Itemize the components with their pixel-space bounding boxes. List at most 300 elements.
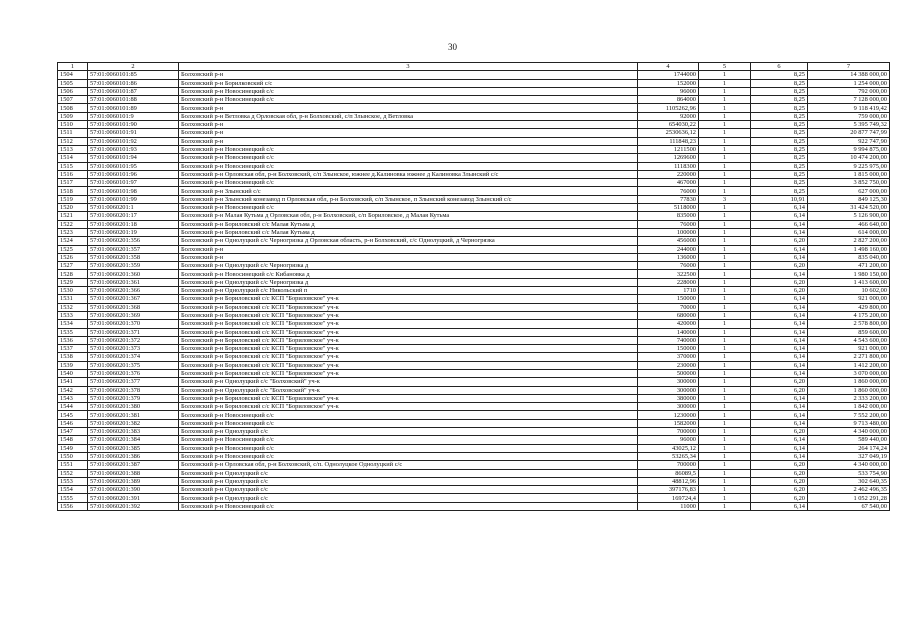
address-cell: Болховский р-н bbox=[179, 245, 638, 253]
row-number-cell: 1509 bbox=[58, 112, 88, 120]
rate-cell: 6,14 bbox=[751, 403, 808, 411]
address-cell: Болховский р-н Новосинецкий с/с bbox=[179, 145, 638, 153]
row-number-cell: 1522 bbox=[58, 220, 88, 228]
address-cell: Болховский р-н Новосинецкий с/с bbox=[179, 96, 638, 104]
cadastral-value-cell: 922 747,90 bbox=[808, 137, 890, 145]
table-row bbox=[58, 452, 890, 460]
area-cell: 2530636,12 bbox=[638, 129, 699, 137]
table-row bbox=[58, 287, 890, 295]
address-cell: Болховский р-н Новосинецкий с/с bbox=[179, 419, 638, 427]
table-row bbox=[58, 179, 890, 187]
row-number-cell: 1548 bbox=[58, 436, 88, 444]
table-row bbox=[58, 469, 890, 477]
table-row bbox=[58, 345, 890, 353]
address-cell: Болховский р-н Бориловский с/с КСП "Бориловское" уч-к bbox=[179, 353, 638, 361]
area-cell: 1118300 bbox=[638, 162, 699, 170]
address-cell: Болховский р-н Бориловский с/с КСП "Бориловское" уч-к bbox=[179, 311, 638, 319]
cadastral-number-cell: 57:01:0060201:19 bbox=[88, 228, 179, 236]
cadastral-number-cell: 57:01:0060201:374 bbox=[88, 353, 179, 361]
rate-cell: 6,14 bbox=[751, 204, 808, 212]
rate-cell: 6,20 bbox=[751, 494, 808, 502]
cadastral-value-cell: 327 049,19 bbox=[808, 452, 890, 460]
cadastral-number-cell: 57:01:0060201:375 bbox=[88, 361, 179, 369]
rate-cell: 6,20 bbox=[751, 461, 808, 469]
address-cell: Болховский р-н Бориловский с/с КСП "Бориловское" уч-к bbox=[179, 403, 638, 411]
row-number-cell: 1511 bbox=[58, 129, 88, 137]
cadastral-number-cell: 57:01:0060201:377 bbox=[88, 378, 179, 386]
row-number-cell: 1517 bbox=[58, 179, 88, 187]
table-row bbox=[58, 320, 890, 328]
area-cell: 150000 bbox=[638, 345, 699, 353]
category-cell: 1 bbox=[699, 154, 751, 162]
area-cell: 500000 bbox=[638, 369, 699, 377]
address-cell: Болховский р-н Новосинецкий с/с bbox=[179, 444, 638, 452]
table-row bbox=[58, 303, 890, 311]
address-cell: Болховский р-н Однолуцкий с/с bbox=[179, 477, 638, 485]
address-cell: Болховский р-н Однолуцкий с/с bbox=[179, 469, 638, 477]
area-cell: 150000 bbox=[638, 295, 699, 303]
table-row bbox=[58, 486, 890, 494]
table-row bbox=[58, 295, 890, 303]
rate-cell: 6,20 bbox=[751, 469, 808, 477]
cadastral-value-cell: 20 877 747,99 bbox=[808, 129, 890, 137]
rate-cell: 8,25 bbox=[751, 87, 808, 95]
area-cell: 152000 bbox=[638, 79, 699, 87]
cadastral-number-cell: 57:01:0060201:17 bbox=[88, 212, 179, 220]
area-cell: 1211500 bbox=[638, 145, 699, 153]
area-cell: 467000 bbox=[638, 179, 699, 187]
area-cell: 1582000 bbox=[638, 419, 699, 427]
address-cell: Болховский р-н Однолуцкий с/с Черногрязка д bbox=[179, 278, 638, 286]
address-cell: Болховский р-н Однолуцкий с/с Никольский п bbox=[179, 287, 638, 295]
category-cell: 1 bbox=[699, 328, 751, 336]
address-cell: Болховский р-н Бориловский с/с КСП "Бориловское" уч-к bbox=[179, 328, 638, 336]
row-number-cell: 1526 bbox=[58, 253, 88, 261]
rate-cell: 6,14 bbox=[751, 345, 808, 353]
cadastral-value-cell: 533 754,90 bbox=[808, 469, 890, 477]
row-number-cell: 1550 bbox=[58, 452, 88, 460]
column-header-1: 1 bbox=[58, 63, 88, 71]
cadastral-number-cell: 57:01:0060101:89 bbox=[88, 104, 179, 112]
cadastral-value-cell: 849 125,30 bbox=[808, 195, 890, 203]
address-cell: Болховский р-н Новосинецкий с/с bbox=[179, 179, 638, 187]
table-row bbox=[58, 411, 890, 419]
rate-cell: 6,14 bbox=[751, 295, 808, 303]
category-cell: 1 bbox=[699, 104, 751, 112]
category-cell: 1 bbox=[699, 378, 751, 386]
row-number-cell: 1553 bbox=[58, 477, 88, 485]
address-cell: Болховский р-н Ветловка д Орловская обл, р-н Болховский, с/п Злынское, д Ветловка bbox=[179, 112, 638, 120]
category-cell: 1 bbox=[699, 162, 751, 170]
category-cell: 1 bbox=[699, 212, 751, 220]
area-cell: 740000 bbox=[638, 336, 699, 344]
row-number-cell: 1512 bbox=[58, 137, 88, 145]
cadastral-number-cell: 57:01:0060201:376 bbox=[88, 369, 179, 377]
row-number-cell: 1541 bbox=[58, 378, 88, 386]
cadastral-value-cell: 1 413 600,00 bbox=[808, 278, 890, 286]
area-cell: 220000 bbox=[638, 170, 699, 178]
rate-cell: 8,25 bbox=[751, 104, 808, 112]
area-cell: 76000 bbox=[638, 187, 699, 195]
row-number-cell: 1540 bbox=[58, 369, 88, 377]
address-cell: Болховский р-н Бориловский с/с КСП "Бориловское" уч-к bbox=[179, 345, 638, 353]
row-number-cell: 1525 bbox=[58, 245, 88, 253]
category-cell: 1 bbox=[699, 245, 751, 253]
cadastral-number-cell: 57:01:0060201:381 bbox=[88, 411, 179, 419]
rate-cell: 6,20 bbox=[751, 477, 808, 485]
table-row bbox=[58, 137, 890, 145]
table-row bbox=[58, 121, 890, 129]
category-cell: 1 bbox=[699, 270, 751, 278]
row-number-cell: 1537 bbox=[58, 345, 88, 353]
table-row bbox=[58, 386, 890, 394]
category-cell: 1 bbox=[699, 436, 751, 444]
category-cell: 1 bbox=[699, 502, 751, 510]
row-number-cell: 1534 bbox=[58, 320, 88, 328]
row-number-cell: 1555 bbox=[58, 494, 88, 502]
row-number-cell: 1506 bbox=[58, 87, 88, 95]
area-cell: 70000 bbox=[638, 303, 699, 311]
category-cell: 1 bbox=[699, 179, 751, 187]
rate-cell: 6,14 bbox=[751, 394, 808, 402]
cadastral-value-cell: 2 578 800,00 bbox=[808, 320, 890, 328]
column-header-5: 5 bbox=[699, 63, 751, 71]
rate-cell: 8,25 bbox=[751, 129, 808, 137]
rate-cell: 6,14 bbox=[751, 444, 808, 452]
row-number-cell: 1515 bbox=[58, 162, 88, 170]
category-cell: 1 bbox=[699, 187, 751, 195]
table-row bbox=[58, 361, 890, 369]
column-header-7: 7 bbox=[808, 63, 890, 71]
category-cell: 1 bbox=[699, 303, 751, 311]
category-cell: 1 bbox=[699, 444, 751, 452]
area-cell: 300000 bbox=[638, 378, 699, 386]
table-row bbox=[58, 444, 890, 452]
table-row bbox=[58, 436, 890, 444]
table-row bbox=[58, 502, 890, 510]
address-cell: Болховский р-н Орловская обл, р-н Болховский, с/п. Однолуцкое Однолуцкий с/с bbox=[179, 461, 638, 469]
table-row bbox=[58, 104, 890, 112]
area-cell: 1710 bbox=[638, 287, 699, 295]
area-cell: 420000 bbox=[638, 320, 699, 328]
address-cell: Болховский р-н Однолуцкий с/с Черногрязка д Орловская область, р-н Болховский, с/с Однолуцкий, д Черногрязка bbox=[179, 237, 638, 245]
area-cell: 300000 bbox=[638, 403, 699, 411]
cadastral-value-cell: 7 552 200,00 bbox=[808, 411, 890, 419]
table-row bbox=[58, 187, 890, 195]
cadastral-value-cell: 614 000,00 bbox=[808, 228, 890, 236]
address-cell: Болховский р-н Новосинецкий с/с bbox=[179, 162, 638, 170]
row-number-cell: 1518 bbox=[58, 187, 88, 195]
column-header-4: 4 bbox=[638, 63, 699, 71]
address-cell: Болховский р-н Однолуцкий с/с Черногрязка д bbox=[179, 262, 638, 270]
cadastral-number-cell: 57:01:0060101:98 bbox=[88, 187, 179, 195]
land-parcel-table bbox=[57, 62, 890, 511]
cadastral-value-cell: 4 543 600,00 bbox=[808, 336, 890, 344]
cadastral-number-cell: 57:01:0060201:366 bbox=[88, 287, 179, 295]
cadastral-value-cell: 3 852 750,00 bbox=[808, 179, 890, 187]
cadastral-number-cell: 57:01:0060101:95 bbox=[88, 162, 179, 170]
table-row bbox=[58, 96, 890, 104]
rate-cell: 6,20 bbox=[751, 278, 808, 286]
rate-cell: 6,20 bbox=[751, 378, 808, 386]
cadastral-number-cell: 57:01:0060201:390 bbox=[88, 486, 179, 494]
rate-cell: 6,14 bbox=[751, 303, 808, 311]
cadastral-value-cell: 1 412 200,00 bbox=[808, 361, 890, 369]
cadastral-value-cell: 67 540,00 bbox=[808, 502, 890, 510]
cadastral-number-cell: 57:01:0060201:386 bbox=[88, 452, 179, 460]
row-number-cell: 1551 bbox=[58, 461, 88, 469]
area-cell: 300000 bbox=[638, 386, 699, 394]
column-number-row bbox=[58, 63, 890, 71]
table-row bbox=[58, 369, 890, 377]
category-cell: 1 bbox=[699, 469, 751, 477]
row-number-cell: 1530 bbox=[58, 287, 88, 295]
area-cell: 228000 bbox=[638, 278, 699, 286]
address-cell: Болховский р-н Новосинецкий с/с bbox=[179, 154, 638, 162]
row-number-cell: 1528 bbox=[58, 270, 88, 278]
area-cell: 43025,12 bbox=[638, 444, 699, 452]
table-row bbox=[58, 195, 890, 203]
row-number-cell: 1545 bbox=[58, 411, 88, 419]
area-cell: 456000 bbox=[638, 237, 699, 245]
address-cell: Болховский р-н bbox=[179, 104, 638, 112]
row-number-cell: 1513 bbox=[58, 145, 88, 153]
address-cell: Болховский р-н Борилковский с/с bbox=[179, 79, 638, 87]
category-cell: 1 bbox=[699, 253, 751, 261]
rate-cell: 8,25 bbox=[751, 137, 808, 145]
category-cell: 1 bbox=[699, 237, 751, 245]
row-number-cell: 1529 bbox=[58, 278, 88, 286]
area-cell: 48812,96 bbox=[638, 477, 699, 485]
cadastral-value-cell: 9 713 480,00 bbox=[808, 419, 890, 427]
rate-cell: 6,14 bbox=[751, 311, 808, 319]
area-cell: 700000 bbox=[638, 428, 699, 436]
cadastral-number-cell: 57:01:0060201:369 bbox=[88, 311, 179, 319]
cadastral-value-cell: 4 340 000,00 bbox=[808, 461, 890, 469]
category-cell: 1 bbox=[699, 353, 751, 361]
category-cell: 1 bbox=[699, 145, 751, 153]
table-row bbox=[58, 477, 890, 485]
cadastral-number-cell: 57:01:0060201:383 bbox=[88, 428, 179, 436]
cadastral-number-cell: 57:01:0060201:387 bbox=[88, 461, 179, 469]
area-cell: 370000 bbox=[638, 353, 699, 361]
row-number-cell: 1556 bbox=[58, 502, 88, 510]
category-cell: 3 bbox=[699, 195, 751, 203]
rate-cell: 6,14 bbox=[751, 320, 808, 328]
table-row bbox=[58, 228, 890, 236]
table-row bbox=[58, 145, 890, 153]
address-cell: Болховский р-н Новосинецкий с/с bbox=[179, 204, 638, 212]
row-number-cell: 1519 bbox=[58, 195, 88, 203]
category-cell: 1 bbox=[699, 477, 751, 485]
cadastral-value-cell: 9 225 975,00 bbox=[808, 162, 890, 170]
cadastral-value-cell: 9 118 419,42 bbox=[808, 104, 890, 112]
table-row bbox=[58, 461, 890, 469]
cadastral-value-cell: 2 827 200,00 bbox=[808, 237, 890, 245]
row-number-cell: 1507 bbox=[58, 96, 88, 104]
table-row bbox=[58, 278, 890, 286]
cadastral-value-cell: 5 126 900,00 bbox=[808, 212, 890, 220]
address-cell: Болховский р-н Новосинецкий с/с Кибановка д bbox=[179, 270, 638, 278]
table-row bbox=[58, 71, 890, 79]
table-row bbox=[58, 237, 890, 245]
category-cell: 1 bbox=[699, 461, 751, 469]
area-cell: 86089,5 bbox=[638, 469, 699, 477]
category-cell: 1 bbox=[699, 452, 751, 460]
category-cell: 1 bbox=[699, 220, 751, 228]
row-number-cell: 1505 bbox=[58, 79, 88, 87]
area-cell: 654030,22 bbox=[638, 121, 699, 129]
rate-cell: 6,20 bbox=[751, 287, 808, 295]
address-cell: Болховский р-н Бориловский с/с КСП "Бориловское" уч-к bbox=[179, 336, 638, 344]
address-cell: Болховский р-н Новосинецкий с/с bbox=[179, 452, 638, 460]
address-cell: Болховский р-н bbox=[179, 137, 638, 145]
area-cell: 76000 bbox=[638, 262, 699, 270]
rate-cell: 8,25 bbox=[751, 170, 808, 178]
cadastral-value-cell: 14 388 000,00 bbox=[808, 71, 890, 79]
rate-cell: 6,14 bbox=[751, 245, 808, 253]
cadastral-number-cell: 57:01:0060101:91 bbox=[88, 129, 179, 137]
table-row bbox=[58, 403, 890, 411]
category-cell: 1 bbox=[699, 262, 751, 270]
rate-cell: 8,25 bbox=[751, 154, 808, 162]
address-cell: Болховский р-н Бориловский с/с КСП "Бориловское" уч-к bbox=[179, 361, 638, 369]
category-cell: 1 bbox=[699, 204, 751, 212]
category-cell: 1 bbox=[699, 486, 751, 494]
cadastral-value-cell: 1 815 000,00 bbox=[808, 170, 890, 178]
table-row bbox=[58, 79, 890, 87]
area-cell: 1744000 bbox=[638, 71, 699, 79]
row-number-cell: 1504 bbox=[58, 71, 88, 79]
cadastral-number-cell: 57:01:0060101:99 bbox=[88, 195, 179, 203]
table-row bbox=[58, 154, 890, 162]
table-row bbox=[58, 378, 890, 386]
area-cell: 140000 bbox=[638, 328, 699, 336]
cadastral-number-cell: 57:01:0060201:357 bbox=[88, 245, 179, 253]
rate-cell: 8,25 bbox=[751, 179, 808, 187]
category-cell: 1 bbox=[699, 345, 751, 353]
table-row bbox=[58, 87, 890, 95]
cadastral-value-cell: 7 128 000,00 bbox=[808, 96, 890, 104]
address-cell: Болховский р-н Новосинецкий с/с bbox=[179, 87, 638, 95]
category-cell: 1 bbox=[699, 361, 751, 369]
cadastral-value-cell: 835 040,00 bbox=[808, 253, 890, 261]
category-cell: 1 bbox=[699, 112, 751, 120]
row-number-cell: 1546 bbox=[58, 419, 88, 427]
cadastral-number-cell: 57:01:0060201:392 bbox=[88, 502, 179, 510]
row-number-cell: 1547 bbox=[58, 428, 88, 436]
cadastral-number-cell: 57:01:0060201:380 bbox=[88, 403, 179, 411]
cadastral-value-cell: 9 994 875,00 bbox=[808, 145, 890, 153]
table-row bbox=[58, 328, 890, 336]
cadastral-value-cell: 759 000,00 bbox=[808, 112, 890, 120]
table-row bbox=[58, 494, 890, 502]
table-row bbox=[58, 212, 890, 220]
cadastral-number-cell: 57:01:0060101:88 bbox=[88, 96, 179, 104]
area-cell: 835000 bbox=[638, 212, 699, 220]
row-number-cell: 1514 bbox=[58, 154, 88, 162]
category-cell: 1 bbox=[699, 369, 751, 377]
address-cell: Болховский р-н Орловская обл, р-н Болховский, с/п Злынское, южнее д.Калиновка южнее д Калиновка Злынский с/с bbox=[179, 170, 638, 178]
cadastral-number-cell: 57:01:0060201:358 bbox=[88, 253, 179, 261]
rate-cell: 6,14 bbox=[751, 253, 808, 261]
cadastral-value-cell: 1 980 150,00 bbox=[808, 270, 890, 278]
cadastral-number-cell: 57:01:0060201:356 bbox=[88, 237, 179, 245]
address-cell: Болховский р-н Злынский с/с bbox=[179, 187, 638, 195]
row-number-cell: 1520 bbox=[58, 204, 88, 212]
area-cell: 397176,83 bbox=[638, 486, 699, 494]
row-number-cell: 1524 bbox=[58, 237, 88, 245]
cadastral-value-cell: 589 440,00 bbox=[808, 436, 890, 444]
cadastral-number-cell: 57:01:0060201:360 bbox=[88, 270, 179, 278]
category-cell: 1 bbox=[699, 287, 751, 295]
cadastral-value-cell: 466 640,00 bbox=[808, 220, 890, 228]
cadastral-value-cell: 627 000,00 bbox=[808, 187, 890, 195]
cadastral-number-cell: 57:01:0060201:384 bbox=[88, 436, 179, 444]
table-row bbox=[58, 262, 890, 270]
category-cell: 1 bbox=[699, 311, 751, 319]
rate-cell: 6,14 bbox=[751, 452, 808, 460]
cadastral-value-cell: 10 602,00 bbox=[808, 287, 890, 295]
table-header bbox=[58, 63, 890, 71]
cadastral-value-cell: 2 462 496,35 bbox=[808, 486, 890, 494]
area-cell: 100000 bbox=[638, 228, 699, 236]
address-cell: Болховский р-н Бориловский с/с Малая Кутьма д bbox=[179, 228, 638, 236]
rate-cell: 6,14 bbox=[751, 436, 808, 444]
table-row bbox=[58, 162, 890, 170]
cadastral-number-cell: 57:01:0060101:97 bbox=[88, 179, 179, 187]
address-cell: Болховский р-н Бориловский с/с КСП "Бориловское" уч-к bbox=[179, 303, 638, 311]
area-cell: 1269600 bbox=[638, 154, 699, 162]
category-cell: 1 bbox=[699, 336, 751, 344]
table-row bbox=[58, 112, 890, 120]
cadastral-value-cell: 4 340 000,00 bbox=[808, 428, 890, 436]
row-number-cell: 1543 bbox=[58, 394, 88, 402]
table-body bbox=[58, 71, 890, 511]
cadastral-number-cell: 57:01:0060201:385 bbox=[88, 444, 179, 452]
cadastral-number-cell: 57:01:0060201:382 bbox=[88, 419, 179, 427]
rate-cell: 8,25 bbox=[751, 121, 808, 129]
category-cell: 1 bbox=[699, 320, 751, 328]
cadastral-value-cell: 921 000,00 bbox=[808, 345, 890, 353]
area-cell: 111848,23 bbox=[638, 137, 699, 145]
row-number-cell: 1542 bbox=[58, 386, 88, 394]
area-cell: 77830 bbox=[638, 195, 699, 203]
cadastral-value-cell: 429 800,00 bbox=[808, 303, 890, 311]
cadastral-value-cell: 5 395 749,32 bbox=[808, 121, 890, 129]
cadastral-value-cell: 302 640,35 bbox=[808, 477, 890, 485]
cadastral-value-cell: 859 600,00 bbox=[808, 328, 890, 336]
address-cell: Болховский р-н Бориловский с/с Малая Кутьма д bbox=[179, 220, 638, 228]
row-number-cell: 1552 bbox=[58, 469, 88, 477]
area-cell: 700000 bbox=[638, 461, 699, 469]
cadastral-value-cell: 792 000,00 bbox=[808, 87, 890, 95]
area-cell: 380000 bbox=[638, 394, 699, 402]
cadastral-value-cell: 1 842 000,00 bbox=[808, 403, 890, 411]
area-cell: 244000 bbox=[638, 245, 699, 253]
address-cell: Болховский р-н Однолуцкий с/с bbox=[179, 428, 638, 436]
address-cell: Болховский р-н Бориловский с/с КСП "Бориловское" уч-к bbox=[179, 320, 638, 328]
address-cell: Болховский р-н bbox=[179, 121, 638, 129]
cadastral-number-cell: 57:01:0060101:92 bbox=[88, 137, 179, 145]
rate-cell: 8,25 bbox=[751, 79, 808, 87]
cadastral-number-cell: 57:01:0060201:372 bbox=[88, 336, 179, 344]
area-cell: 169724,4 bbox=[638, 494, 699, 502]
table-row bbox=[58, 353, 890, 361]
area-cell: 322500 bbox=[638, 270, 699, 278]
address-cell: Болховский р-н Новосинецкий с/с bbox=[179, 436, 638, 444]
rate-cell: 6,14 bbox=[751, 270, 808, 278]
